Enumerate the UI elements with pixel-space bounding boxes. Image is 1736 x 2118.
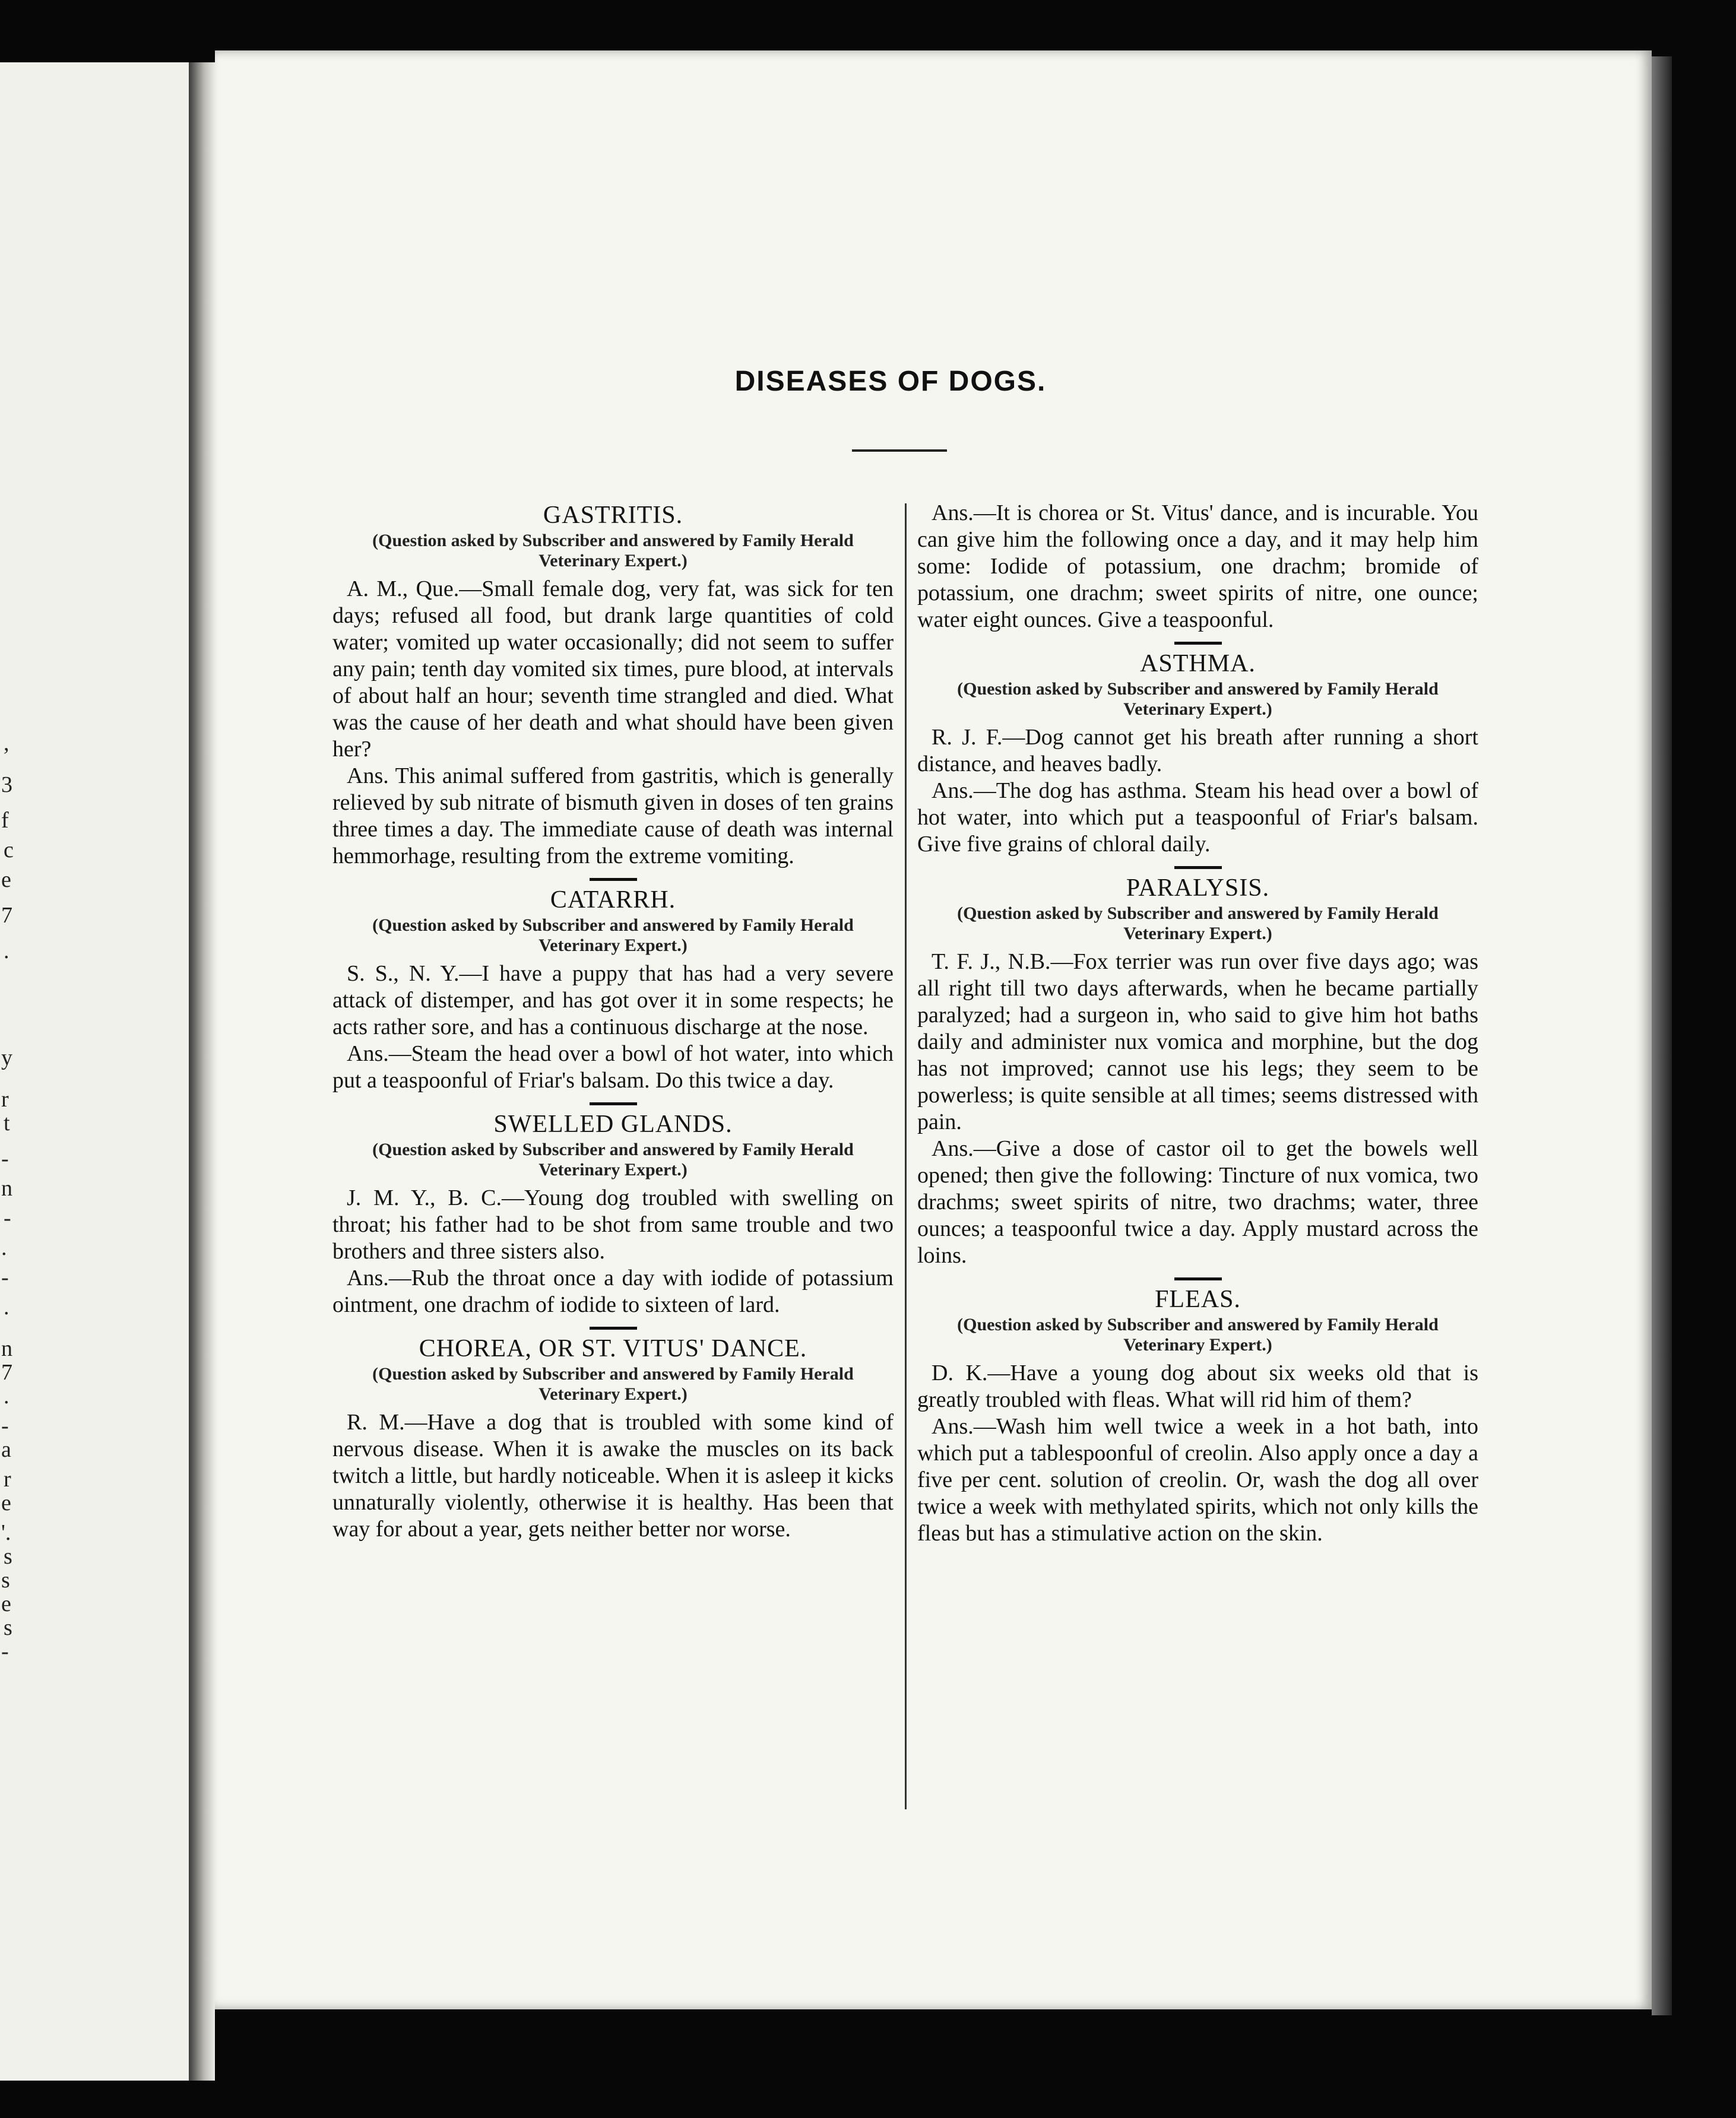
facing-page-text-fragment: . <box>1 1235 7 1260</box>
article-section <box>332 500 894 870</box>
section-heading: FLEAS. <box>1155 1286 1241 1313</box>
facing-page-text-fragment: '. <box>1 1520 11 1545</box>
facing-page-text-fragment: a <box>1 1437 11 1462</box>
section-heading: ASTHMA. <box>1140 650 1256 677</box>
article-section <box>917 642 1478 858</box>
facing-page-text-fragment: . <box>4 1384 9 1409</box>
facing-page-text-fragment: . <box>4 938 9 963</box>
facing-page-text-fragment: 7 <box>1 903 12 928</box>
facing-page-text-fragment: n <box>1 1336 12 1361</box>
article-section <box>332 1102 894 1318</box>
answer-paragraph: Ans.—Steam the head over a bowl of hot water, into which put a teaspoonful of Friar's balsam. Do this twice a day. <box>332 1041 894 1093</box>
section-attribution: (Question asked by Subscriber and answered by Family Herald Veterinary Expert.) <box>372 915 854 955</box>
facing-page-text-fragment: e <box>1 1491 11 1515</box>
section-heading: CATARRH. <box>550 886 676 914</box>
article-section <box>332 1327 894 1543</box>
book-gutter <box>189 62 215 2081</box>
facing-page-text-fragment: - <box>1 1265 9 1290</box>
section-heading: GASTRITIS. <box>543 502 683 529</box>
facing-page-text-fragment: - <box>1 1146 9 1171</box>
facing-page-text-fragment: 3 <box>1 772 12 797</box>
facing-page-text-fragment: s <box>4 1544 12 1569</box>
section-divider <box>590 1102 637 1105</box>
left-column <box>332 500 894 1543</box>
section-heading: SWELLED GLANDS. <box>493 1111 733 1138</box>
right-column <box>917 500 1478 1547</box>
facing-page-text-fragment: e <box>1 867 11 892</box>
facing-page-text-fragment: c <box>4 838 14 863</box>
facing-page-text-fragment: - <box>4 1206 11 1231</box>
question-paragraph: A. M., Que.—Small female dog, very fat, was sick for ten days; refused all food, but drank large quantities of cold water; vomited up water occasionally; did not seem to suffer any pain; tenth day vomited six times, pure blood, at intervals of about half an hour; seventh time strangled and died. What was the cause of her death and what should have been given her? <box>332 576 894 762</box>
facing-page-text-fragment: . <box>4 1295 9 1320</box>
answer-paragraph: Ans.—The dog has asthma. Steam his head over a bowl of hot water, into which put a teaspoonful of Friar's balsam. Give five grains of chloral daily. <box>917 778 1478 857</box>
question-paragraph: T. F. J., N.B.—Fox terrier was run over five days ago; was all right till two days afterwards, when he became partially paralyzed; had a surgeon in, who said to give him hot baths daily and administer nux vomica and morphine, but the dog has not improved; cannot use his legs; they seem to be powerless; is quite sensible at all times; seems distressed with pain. <box>917 949 1478 1134</box>
answer-paragraph: Ans.—It is chorea or St. Vitus' dance, and is incurable. You can give him the following once a day, and it may help him some: Iodide of potassium, one drachm; bromide of potassium, one drachm; sweet spirits of nitre, one ounce; water eight ounces. Give a teaspoonful. <box>917 500 1478 632</box>
section-attribution: (Question asked by Subscriber and answered by Family Herald Veterinary Expert.) <box>372 1140 854 1180</box>
section-attribution: (Question asked by Subscriber and answered by Family Herald Veterinary Expert.) <box>372 531 854 570</box>
facing-page-text-fragment: f <box>1 808 9 833</box>
page-title: DISEASES OF DOGS. <box>734 366 1047 397</box>
question-paragraph: J. M. Y., B. C.—Young dog troubled with swelling on throat; his father had to be shot from same trouble and two brothers and three sisters also. <box>332 1185 894 1264</box>
facing-page-text-fragment: r <box>1 1087 9 1112</box>
section-heading: PARALYSIS. <box>1126 874 1270 902</box>
facing-page-text-fragment: 7 <box>1 1360 12 1385</box>
facing-page-text-fragment: - <box>1 1413 9 1438</box>
article-section <box>917 866 1478 1269</box>
facing-page-text-fragment: , <box>4 731 9 756</box>
answer-paragraph: Ans. This animal suffered from gastritis, which is generally relieved by sub nitrate of bismuth given in doses of ten grains three times a day. The immediate cause of death was internal hemmorhage, resulting from the extreme vomiting. <box>332 763 894 868</box>
facing-page-edge <box>0 62 192 2081</box>
facing-page-text-fragment: s <box>4 1615 12 1640</box>
section-divider <box>1174 866 1222 869</box>
question-paragraph: R. J. F.—Dog cannot get his breath after running a short distance, and heaves badly. <box>917 725 1478 776</box>
section-attribution: (Question asked by Subscriber and answered by Family Herald Veterinary Expert.) <box>957 903 1439 943</box>
page-edge-shadow <box>1652 56 1672 2015</box>
answer-paragraph: Ans.—Give a dose of castor oil to get the bowels well opened; then give the following: Tincture of nux vomica, two drachms; sweet spirits of nitre, two drachms; water, three ounces; a teaspoonful twice a day. Apply mustard across the loins. <box>917 1136 1478 1268</box>
facing-page-text-fragment: n <box>1 1176 12 1201</box>
facing-page-text-fragment: t <box>4 1111 10 1136</box>
answer-paragraph: Ans.—Wash him well twice a week in a hot bath, into which put a tablespoonful of creolin. Also apply once a day a five per cent. solution of creolin. Or, wash the dog all over twice a week with methylated spirits, which not only kills the fleas but has a stimulative action on the skin. <box>917 1414 1478 1546</box>
question-paragraph: D. K.—Have a young dog about six weeks old that is greatly troubled with fleas. What will rid him of them? <box>917 1361 1478 1412</box>
article-section <box>917 1277 1478 1547</box>
title-divider <box>852 449 947 452</box>
section-attribution: (Question asked by Subscriber and answered by Family Herald Veterinary Expert.) <box>957 1315 1439 1355</box>
question-paragraph: R. M.—Have a dog that is troubled with some kind of nervous disease. When it is awake the muscles on its back twitch a little, but hardly noticeable. When it is asleep it kicks unnaturally violently, otherwise it is healthy. Has been that way for about a year, gets neither better nor worse. <box>332 1410 894 1542</box>
section-divider <box>1174 642 1222 645</box>
section-heading: CHOREA, OR ST. VITUS' DANCE. <box>419 1335 807 1362</box>
section-divider <box>590 1327 637 1330</box>
article-section <box>332 878 894 1094</box>
facing-page-text-fragment: r <box>4 1467 11 1492</box>
answer-paragraph: Ans.—Rub the throat once a day with iodide of potassium ointment, one drachm of iodide to sixteen of lard. <box>332 1266 894 1317</box>
facing-page-text-fragment: - <box>1 1639 9 1664</box>
section-attribution: (Question asked by Subscriber and answered by Family Herald Veterinary Expert.) <box>957 679 1439 719</box>
facing-page-text-fragment: s <box>1 1568 10 1593</box>
section-divider <box>590 878 637 881</box>
article-section <box>917 500 1478 633</box>
column-divider <box>905 503 907 1809</box>
facing-page-text-fragment: e <box>1 1591 11 1616</box>
facing-page-text-fragment: y <box>1 1045 12 1070</box>
section-divider <box>1174 1277 1222 1280</box>
question-paragraph: S. S., N. Y.—I have a puppy that has had a very severe attack of distemper, and has got over it in some respects; he acts rather sore, and has a continuous discharge at the nose. <box>332 961 894 1039</box>
section-attribution: (Question asked by Subscriber and answered by Family Herald Veterinary Expert.) <box>372 1364 854 1404</box>
